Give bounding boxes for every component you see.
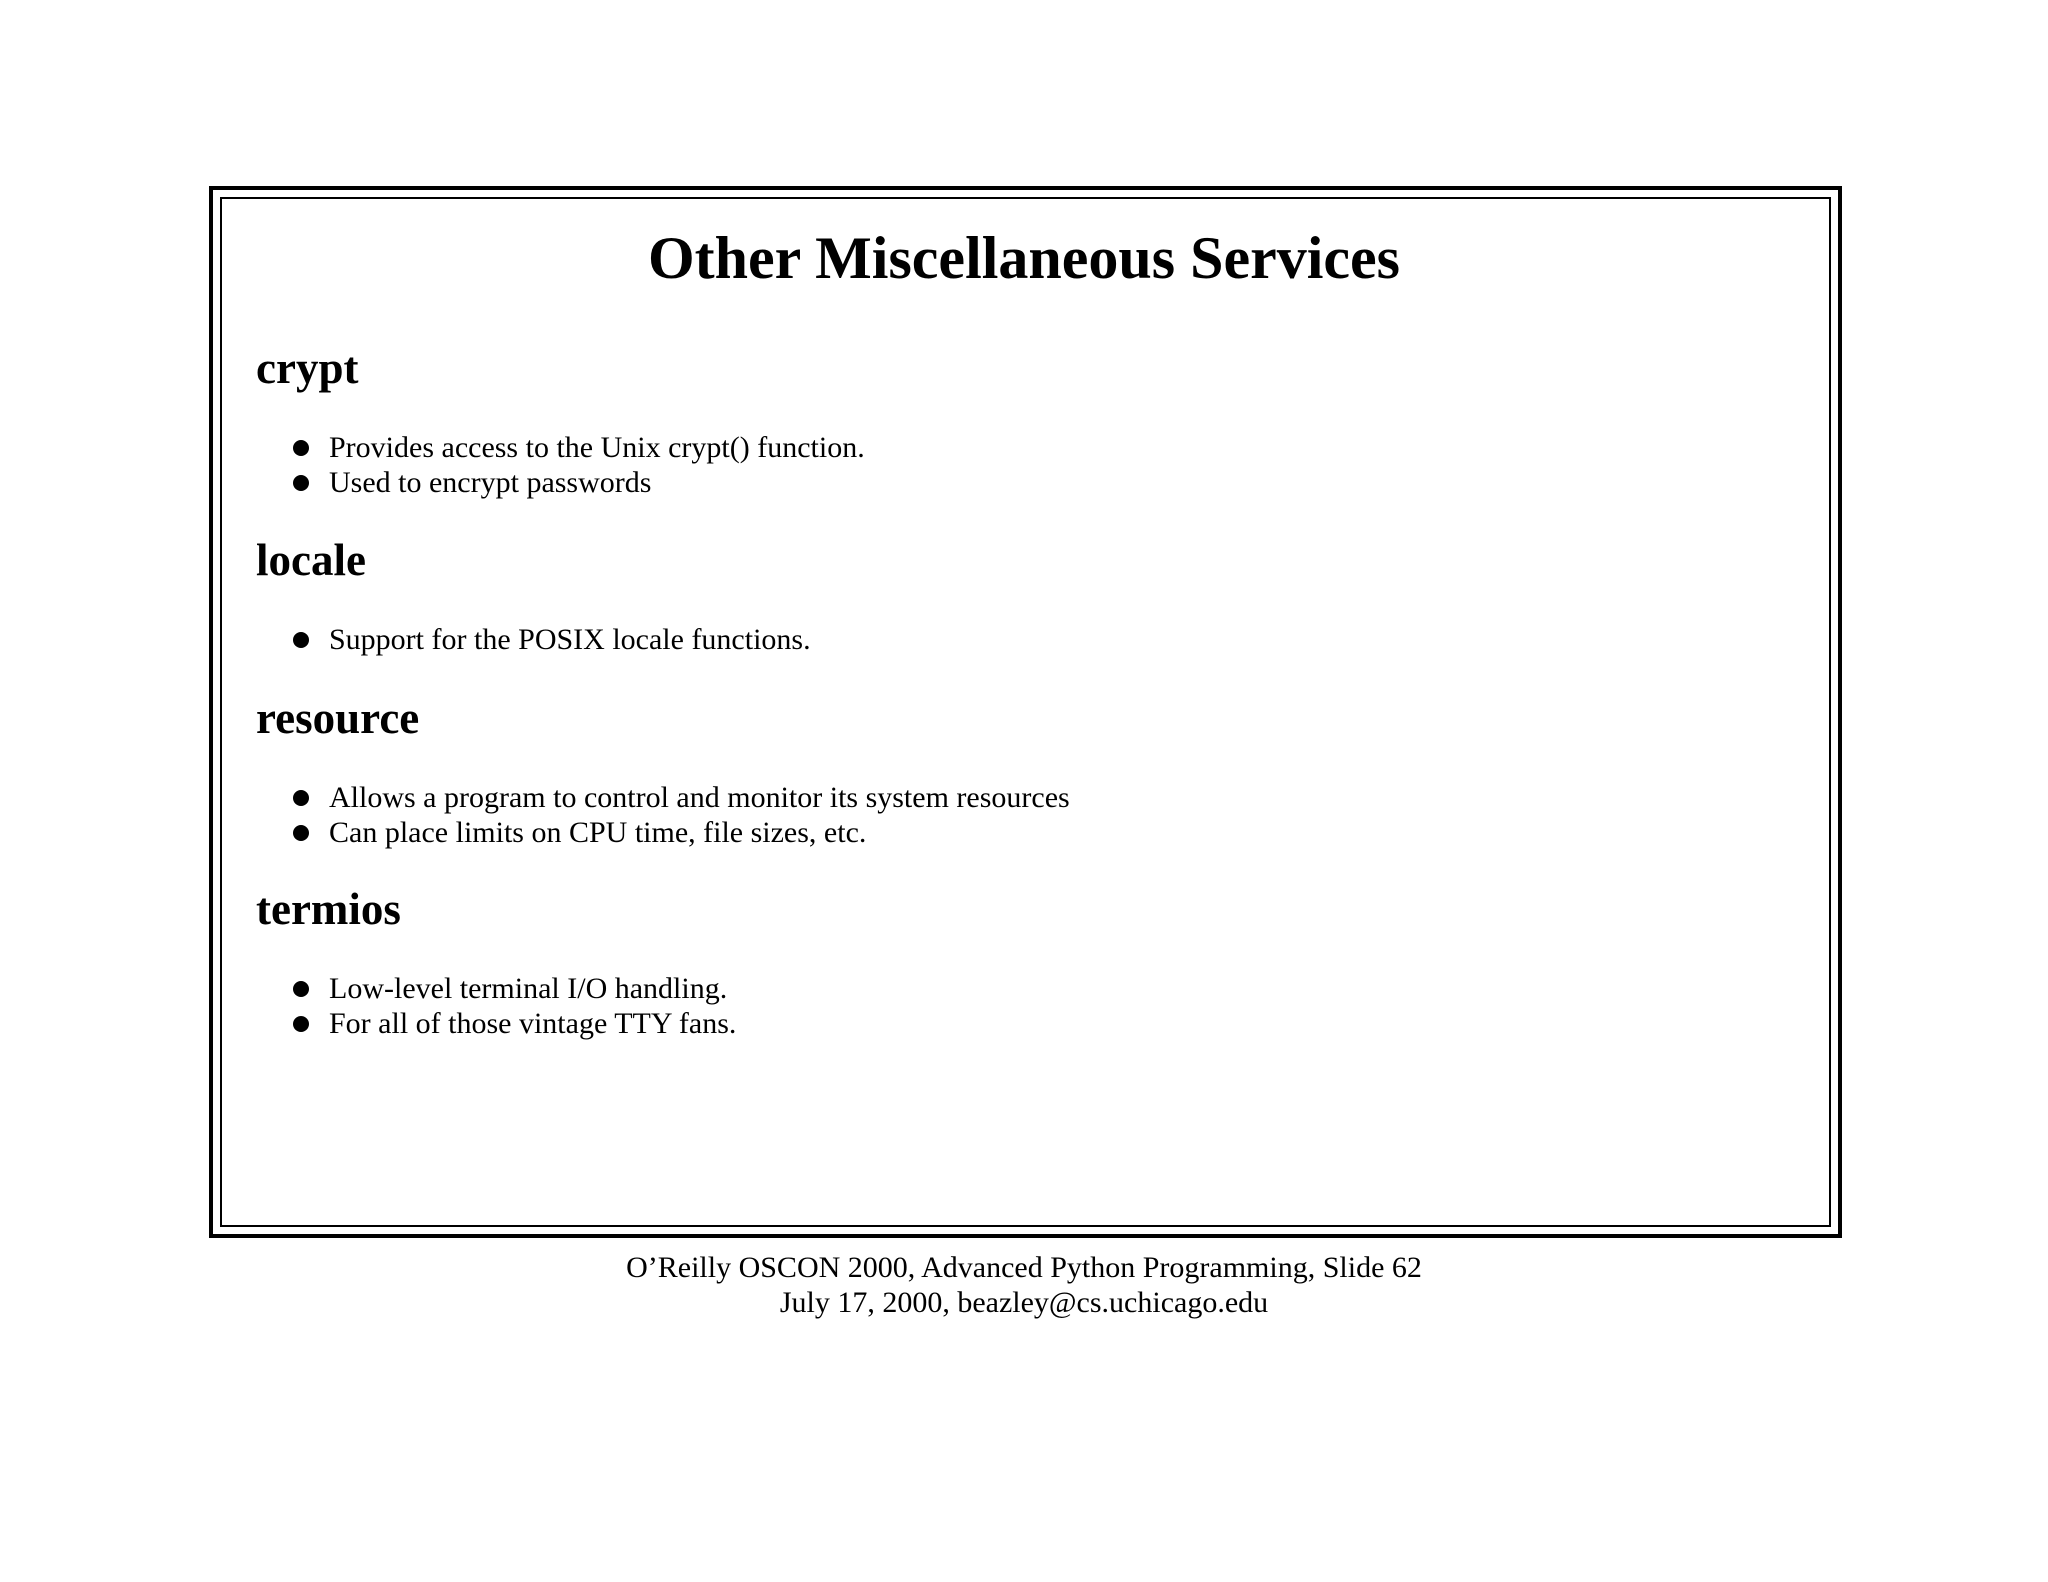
section-termios	[256, 884, 737, 1040]
slide-inner-border	[220, 197, 1831, 1227]
bullet-list	[293, 430, 865, 500]
slide-frame	[209, 186, 1842, 1238]
bullet-list	[293, 780, 1070, 850]
bullet-icon	[293, 825, 309, 841]
section-heading: resource	[256, 693, 420, 743]
bullet-text: Can place limits on CPU time, file sizes, etc.	[329, 816, 867, 849]
bullet-text: Support for the POSIX locale functions.	[329, 623, 811, 656]
section-heading: locale	[256, 535, 366, 585]
bullet-item	[293, 430, 865, 465]
bullet-icon	[293, 981, 309, 997]
bullet-list	[293, 971, 736, 1041]
bullet-text: Allows a program to control and monitor its system resources	[329, 781, 1070, 814]
bullet-item	[293, 622, 811, 657]
slide-footer	[0, 1250, 2048, 1320]
bullet-list	[293, 622, 811, 657]
slide-title: Other Miscellaneous Services	[647, 225, 1401, 291]
section-resource	[256, 693, 1070, 849]
bullet-item	[293, 815, 1070, 850]
bullet-item	[293, 1006, 736, 1041]
bullet-item	[293, 465, 865, 500]
bullet-icon	[293, 632, 309, 648]
bullet-icon	[293, 1016, 309, 1032]
section-crypt	[256, 343, 865, 499]
bullet-text: Low-level terminal I/O handling.	[329, 972, 728, 1005]
bullet-item	[293, 780, 1070, 815]
section-heading: termios	[256, 884, 401, 934]
bullet-icon	[293, 475, 309, 491]
section-heading: crypt	[256, 343, 359, 393]
footer-line-1: O’Reilly OSCON 2000, Advanced Python Programming, Slide 62	[626, 1251, 1422, 1284]
bullet-text: Provides access to the Unix crypt() function.	[329, 431, 865, 464]
section-locale	[256, 535, 811, 656]
bullet-item	[293, 971, 736, 1006]
bullet-icon	[293, 440, 309, 456]
bullet-text: For all of those vintage TTY fans.	[329, 1007, 737, 1040]
footer-line-2: July 17, 2000, beazley@cs.uchicago.edu	[779, 1286, 1269, 1319]
bullet-icon	[293, 790, 309, 806]
bullet-text: Used to encrypt passwords	[329, 466, 652, 499]
